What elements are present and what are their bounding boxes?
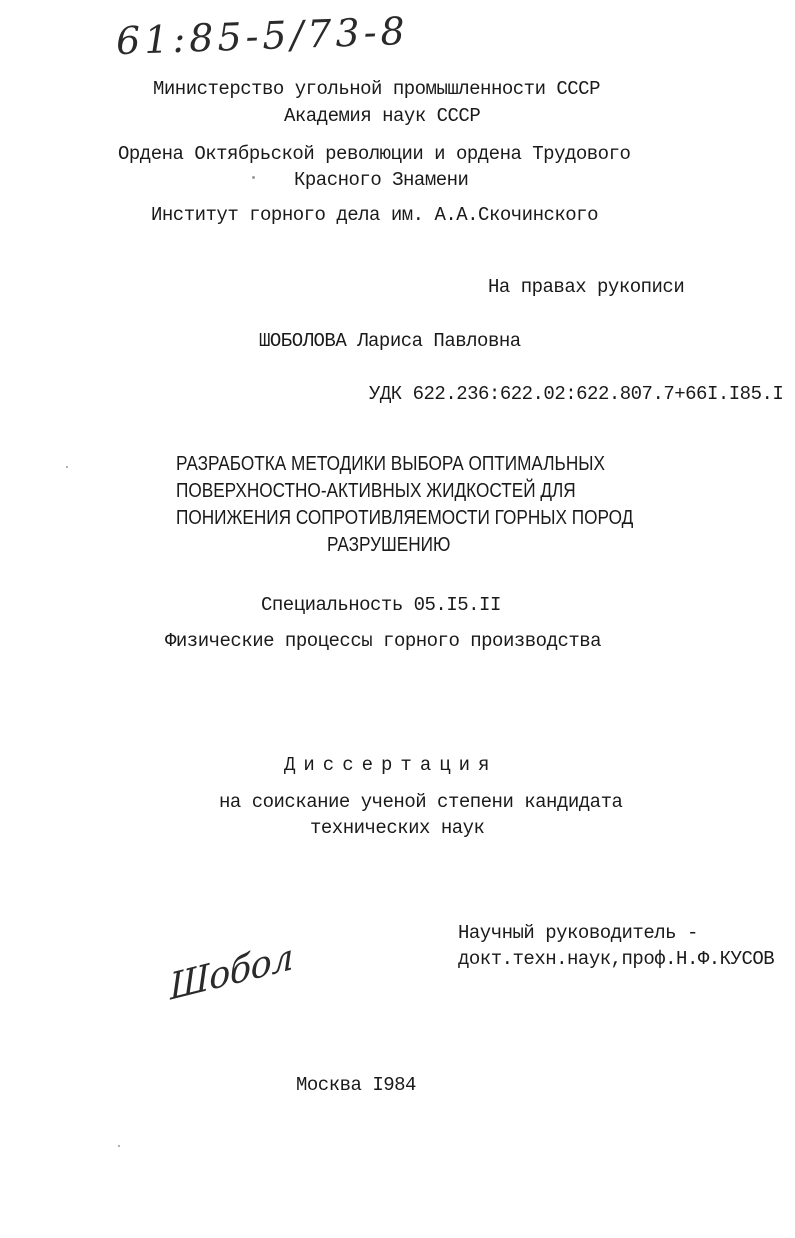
scan-speck	[118, 1145, 120, 1147]
author-name: ШОБОЛОВА Лариса Павловна	[259, 330, 521, 352]
title-line-4: РАЗРУШЕНИЮ	[327, 534, 451, 556]
dissertation-label: Диссертация	[284, 754, 498, 776]
institute-line: Институт горного дела им. А.А.Скочинского	[151, 204, 598, 226]
supervisor-line-1: Научный руководитель -	[458, 922, 698, 944]
academy-line: Академия наук СССР	[284, 105, 481, 127]
orders-line-1: Ордена Октябрьской революции и ордена Трудового	[118, 143, 631, 165]
scan-speck	[252, 176, 255, 179]
scan-speck	[66, 466, 68, 468]
degree-line-2: технических наук	[310, 817, 485, 839]
udk-code: УДК 622.236:622.02:622.807.7+66I.I85.I	[369, 383, 784, 405]
place-year: Москва I984	[296, 1074, 416, 1096]
ministry-line: Министерство угольной промышленности СССР	[153, 78, 600, 100]
author-signature: Шобол	[169, 936, 294, 1009]
degree-line-1: на соискание ученой степени кандидата	[219, 791, 623, 813]
title-line-2: ПОВЕРХНОСТНО-АКТИВНЫХ ЖИДКОСТЕЙ ДЛЯ	[176, 480, 576, 502]
title-line-1: РАЗРАБОТКА МЕТОДИКИ ВЫБОРА ОПТИМАЛЬНЫХ	[176, 453, 605, 475]
supervisor-line-2: докт.техн.наук,проф.Н.Ф.КУСОВ	[458, 948, 775, 970]
specialty-name: Физические процессы горного производства	[165, 630, 602, 652]
archive-number-handwritten: 61:85-5/73-8	[115, 8, 410, 64]
manuscript-note: На правах рукописи	[488, 276, 685, 298]
title-line-3: ПОНИЖЕНИЯ СОПРОТИВЛЯЕМОСТИ ГОРНЫХ ПОРОД	[176, 507, 634, 529]
specialty-code: Специальность 05.I5.II	[261, 594, 501, 616]
orders-line-2: Красного Знамени	[294, 169, 469, 191]
